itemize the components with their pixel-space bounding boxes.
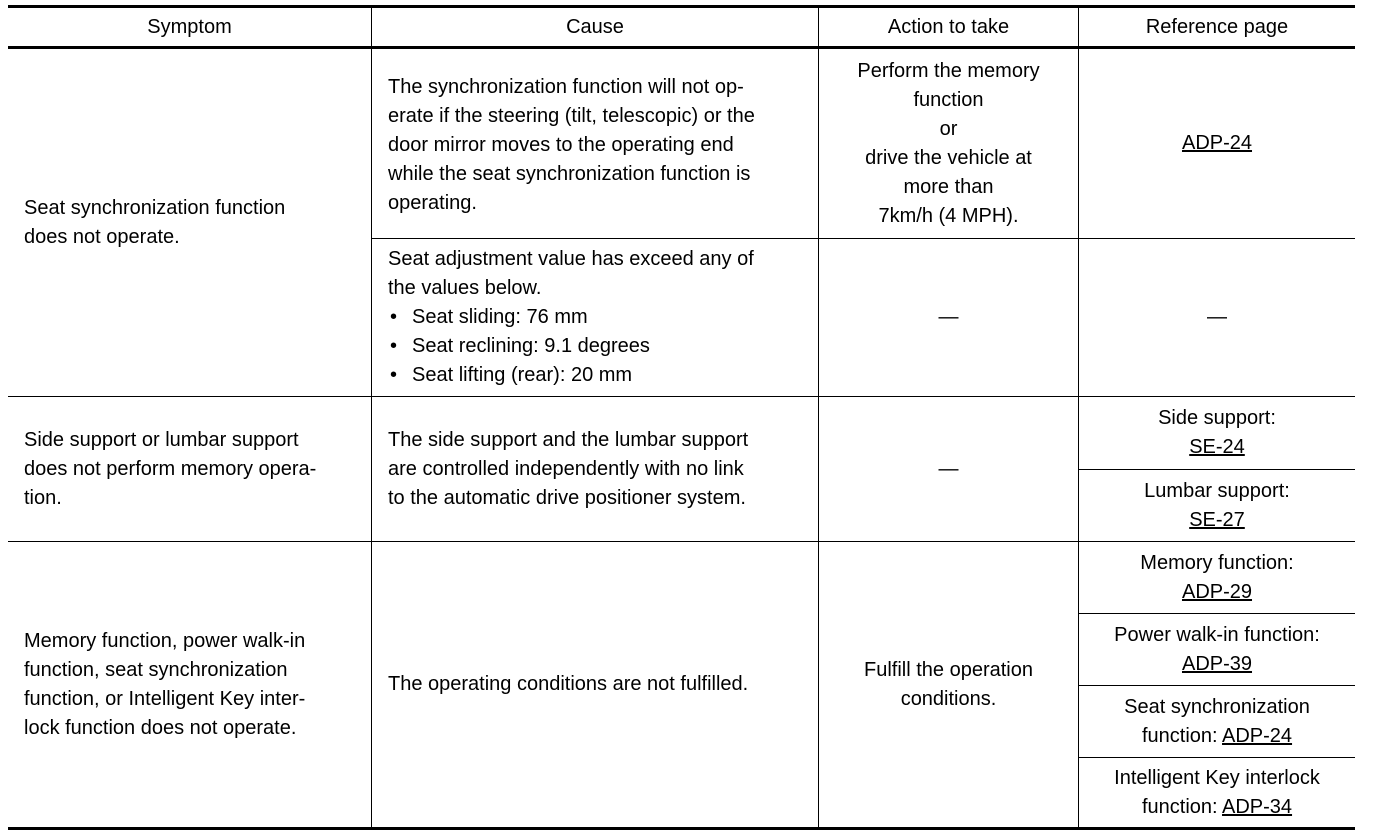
table-bottom-border	[8, 827, 1355, 830]
row3-cause-text: The operating conditions are not fulfilled.	[388, 673, 749, 695]
row2-action	[819, 397, 1078, 541]
reference-link-adp-39[interactable]: ADP-39	[1181, 652, 1253, 675]
col-divider-1	[371, 5, 372, 830]
reference-label: Power walk-in function:	[1114, 623, 1320, 646]
reference-label: function:	[1141, 795, 1223, 818]
row3-symptom-line: function, or Intelligent Key inter-	[24, 687, 306, 710]
reference-link-se-24[interactable]: SE-24	[1189, 436, 1245, 458]
row1a-action-line: or	[939, 117, 958, 140]
row1a-reference	[1079, 49, 1355, 238]
reference-label: Side support:	[1158, 407, 1276, 429]
row3-reference-seat-sync	[1079, 686, 1355, 757]
bullet-marker: •	[390, 364, 398, 386]
reference-line	[1142, 793, 1292, 822]
header-cause	[372, 8, 818, 46]
bullet-text: Seat lifting (rear): 20 mm	[412, 364, 633, 386]
header-action-label: Action to take	[887, 15, 1010, 38]
row2-reference-lumbar	[1079, 470, 1355, 541]
row1a-action-line: 7km/h (4 MPH).	[878, 204, 1019, 227]
row3-reference-ikey	[1079, 758, 1355, 827]
row3-reference-memory	[1079, 542, 1355, 613]
row2-symptom	[24, 397, 369, 541]
reference-link-adp-24[interactable]: ADP-24	[1222, 724, 1293, 747]
row3-action-line: conditions.	[900, 687, 997, 710]
list-item	[388, 332, 816, 361]
reference-link-se-27[interactable]: SE-27	[1189, 508, 1245, 531]
row1a-cause-line: door mirror moves to the operating end	[388, 134, 734, 156]
header-cause-label: Cause	[566, 15, 624, 38]
reference-line	[1142, 722, 1292, 751]
row1a-cause-line: while the seat synchronization function is	[388, 163, 751, 185]
row2-action-dash: —	[938, 457, 959, 480]
row1-symptom-line: does not operate.	[24, 225, 180, 248]
row1a-action-line: Perform the memory	[857, 59, 1040, 82]
row1b-action	[819, 239, 1078, 396]
row2-symptom-line: tion.	[24, 486, 62, 509]
row1b-cause-line: Seat adjustment value has exceed any of	[388, 248, 754, 270]
row1b-reference-dash: —	[1207, 306, 1227, 328]
bullet-text: Seat reclining: 9.1 degrees	[412, 335, 650, 357]
row1a-cause	[388, 49, 816, 238]
reference-label: function:	[1141, 724, 1223, 747]
row3-symptom-line: function, seat synchronization	[24, 658, 288, 681]
list-item	[388, 303, 816, 332]
row1a-cause-line: erate if the steering (tilt, telescopic) or the	[388, 105, 755, 127]
reference-label: Intelligent Key interlock	[1114, 766, 1320, 789]
header-symptom-label: Symptom	[147, 15, 232, 38]
row1a-cause-line: operating.	[388, 192, 477, 214]
header-reference	[1079, 8, 1355, 46]
row2-cause-line: The side support and the lumbar support	[388, 428, 749, 451]
row2-cause-line: are controlled independently with no link	[388, 457, 744, 480]
reference-link-adp-29[interactable]: ADP-29	[1181, 580, 1253, 603]
row2-reference-side	[1079, 397, 1355, 469]
row3-cause	[388, 542, 816, 827]
row3-action	[819, 542, 1078, 827]
row3-action-line: Fulfill the operation	[864, 658, 1033, 681]
header-symptom	[8, 8, 371, 46]
header-action	[819, 8, 1078, 46]
row2-symptom-line: Side support or lumbar support	[24, 428, 299, 451]
row1-symptom-line: Seat synchronization function	[24, 196, 286, 219]
reference-label: Memory function:	[1140, 551, 1294, 574]
row2-cause-line: to the automatic drive positioner system.	[388, 486, 746, 509]
row2-cause	[388, 397, 816, 541]
row1a-action	[819, 49, 1078, 238]
row3-symptom	[24, 542, 369, 827]
reference-label: Lumbar support:	[1144, 479, 1290, 502]
row1a-action-line: more than	[903, 175, 994, 198]
reference-link-adp-24[interactable]: ADP-24	[1181, 132, 1253, 154]
header-reference-label: Reference page	[1145, 15, 1289, 38]
reference-label: Seat synchronization	[1124, 695, 1310, 718]
row1b-cause	[388, 239, 816, 396]
row1b-action-dash: —	[938, 306, 959, 328]
row1a-action-line: function	[913, 88, 984, 111]
bullet-text: Seat sliding: 76 mm	[412, 306, 588, 328]
row1b-cause-line: the values below.	[388, 277, 542, 299]
row3-symptom-line: Memory function, power walk-in	[24, 629, 306, 652]
row1a-action-line: drive the vehicle at	[865, 146, 1032, 169]
list-item	[388, 361, 816, 390]
row2-symptom-line: does not perform memory opera-	[24, 457, 317, 480]
bullet-marker: •	[390, 306, 398, 328]
row1a-cause-line: The synchronization function will not op-	[388, 76, 744, 98]
row3-symptom-line: lock function does not operate.	[24, 716, 297, 739]
row1-symptom	[24, 49, 369, 396]
row1b-reference	[1079, 239, 1355, 396]
row3-reference-walkin	[1079, 614, 1355, 685]
bullet-marker: •	[390, 335, 398, 357]
reference-link-adp-34[interactable]: ADP-34	[1222, 795, 1293, 818]
